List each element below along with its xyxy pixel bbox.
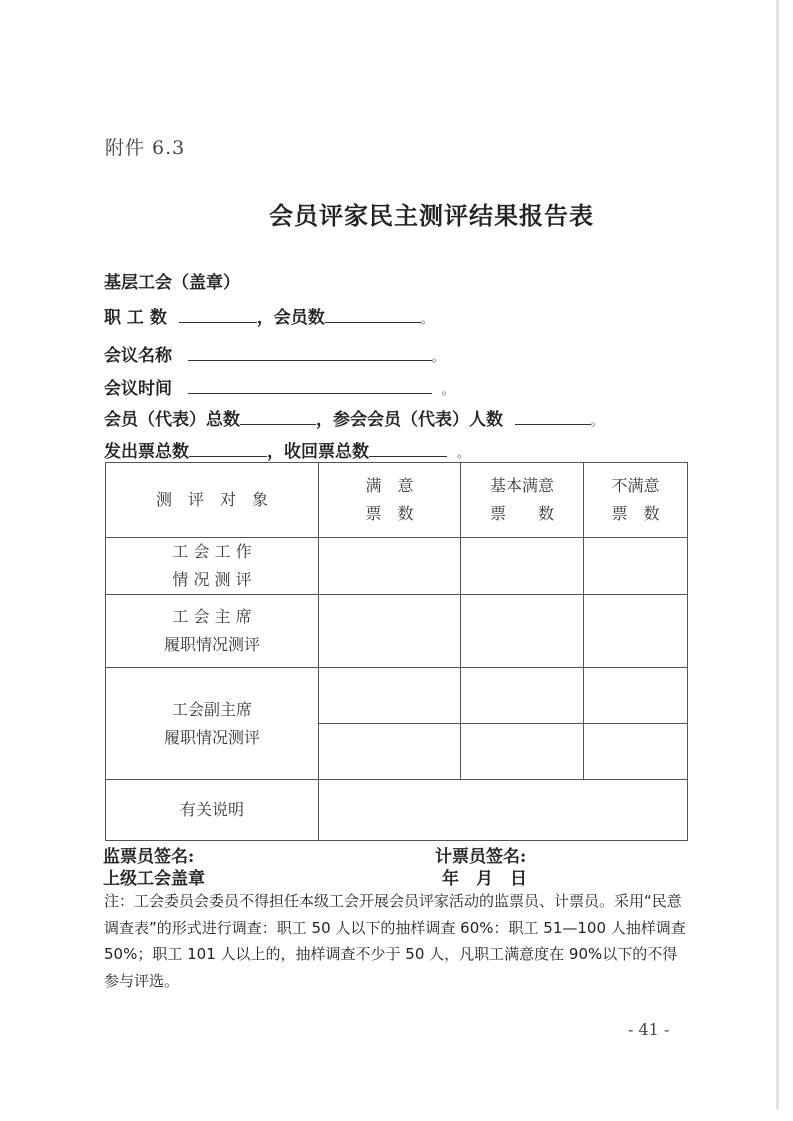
staff-count-label: 职 工 数	[104, 308, 167, 328]
attending-field[interactable]	[515, 408, 591, 425]
evaluation-table	[105, 462, 688, 841]
basic-satisfied-cell[interactable]	[461, 724, 584, 780]
row-subject-line2: 情 况 测 评	[172, 570, 252, 589]
satisfied-cell[interactable]	[319, 538, 461, 595]
attachment-label: 附件 6.3	[105, 137, 186, 159]
row-subject	[106, 538, 319, 595]
period: 。	[457, 446, 470, 460]
notes-row	[106, 780, 688, 841]
row-subject-line2: 履职情况测评	[163, 727, 260, 747]
period: 。	[441, 383, 454, 397]
header-basic-line2: 票 数	[489, 504, 554, 523]
header-subject: 测 评 对 象	[106, 463, 319, 538]
meeting-name-label: 会议名称	[104, 346, 172, 366]
unsatisfied-cell[interactable]	[584, 668, 688, 724]
meeting-time-line	[104, 374, 454, 399]
ballots-collected-label: ，收回票总数	[267, 442, 369, 462]
header-basic-line1: 基本满意	[489, 476, 554, 495]
satisfied-cell[interactable]	[319, 724, 461, 780]
footnote: 注：工会委员会委员不得担任本级工会开展会员评家活动的监票员、计票员。采用“民意调查表”的形式进行调查：职工 50 人以下的抽样调查 60%：职工 51—100 人抽样调查 50%；职工 101 人以上的，抽样调查不少于 50 人，凡职工满意度在 90%以下的不得参与评选。	[104, 892, 686, 990]
header-satisfied	[319, 463, 461, 538]
notes-cell[interactable]	[319, 780, 688, 841]
ballots-issued-field[interactable]	[189, 440, 267, 457]
header-unsatisfied-line2: 票 数	[611, 504, 660, 523]
period: 。	[590, 414, 603, 428]
meeting-name-field[interactable]	[188, 344, 432, 361]
counter-signature-label: 计票员签名:	[435, 847, 527, 867]
period: 。	[420, 312, 433, 326]
page-edge-shadow	[776, 0, 779, 1110]
notes-label: 有关说明	[106, 780, 319, 841]
unsatisfied-cell[interactable]	[584, 724, 688, 780]
ballots-issued-label: 发出票总数	[104, 442, 189, 462]
union-seal-line	[104, 268, 240, 293]
row-subject-line1: 工 会 工 作	[172, 542, 252, 561]
page-number: - 41 -	[628, 1020, 670, 1039]
unsatisfied-cell[interactable]	[584, 595, 688, 668]
table-row	[106, 595, 688, 668]
meeting-time-label: 会议时间	[104, 379, 172, 399]
meeting-name-line	[104, 341, 444, 366]
document-title: 会员评家民主测评结果报告表	[269, 201, 594, 230]
ballots-line	[104, 437, 469, 462]
table-row	[106, 538, 688, 595]
member-count-field[interactable]	[325, 306, 421, 323]
union-seal-label: 基层工会（盖章）	[104, 273, 240, 293]
member-total-line	[104, 405, 603, 430]
superior-seal-label: 上级工会盖章	[103, 869, 205, 889]
basic-satisfied-cell[interactable]	[461, 595, 584, 668]
staff-count-field[interactable]	[179, 306, 257, 323]
table-row	[106, 668, 688, 724]
header-basic-satisfied	[461, 463, 584, 538]
row-subject	[106, 668, 319, 780]
basic-satisfied-cell[interactable]	[461, 538, 584, 595]
header-satisfied-line2: 票 数	[365, 504, 414, 523]
staff-member-line	[104, 303, 433, 328]
attending-label: ，参会会员（代表）人数	[316, 410, 503, 430]
row-subject	[106, 595, 319, 668]
date-label: 年 月 日	[442, 869, 527, 889]
row-subject-line1: 工 会 主 席	[172, 607, 252, 626]
row-subject-line1: 工会副主席	[171, 699, 252, 719]
header-unsatisfied-line1: 不满意	[611, 476, 660, 495]
satisfied-cell[interactable]	[319, 668, 461, 724]
header-satisfied-line1: 满 意	[365, 476, 414, 495]
satisfied-cell[interactable]	[319, 595, 461, 668]
header-unsatisfied	[584, 463, 688, 538]
row-subject-line2: 履职情况测评	[163, 635, 260, 654]
monitor-signature-label: 监票员签名:	[103, 847, 195, 867]
meeting-time-field[interactable]	[188, 377, 432, 394]
period: 。	[431, 350, 444, 364]
member-total-label: 会员（代表）总数	[104, 410, 240, 430]
member-total-field[interactable]	[240, 408, 316, 425]
basic-satisfied-cell[interactable]	[461, 668, 584, 724]
table-header-row	[106, 463, 688, 538]
member-count-label: ，会员数	[256, 308, 325, 328]
ballots-collected-field[interactable]	[369, 440, 447, 457]
unsatisfied-cell[interactable]	[584, 538, 688, 595]
